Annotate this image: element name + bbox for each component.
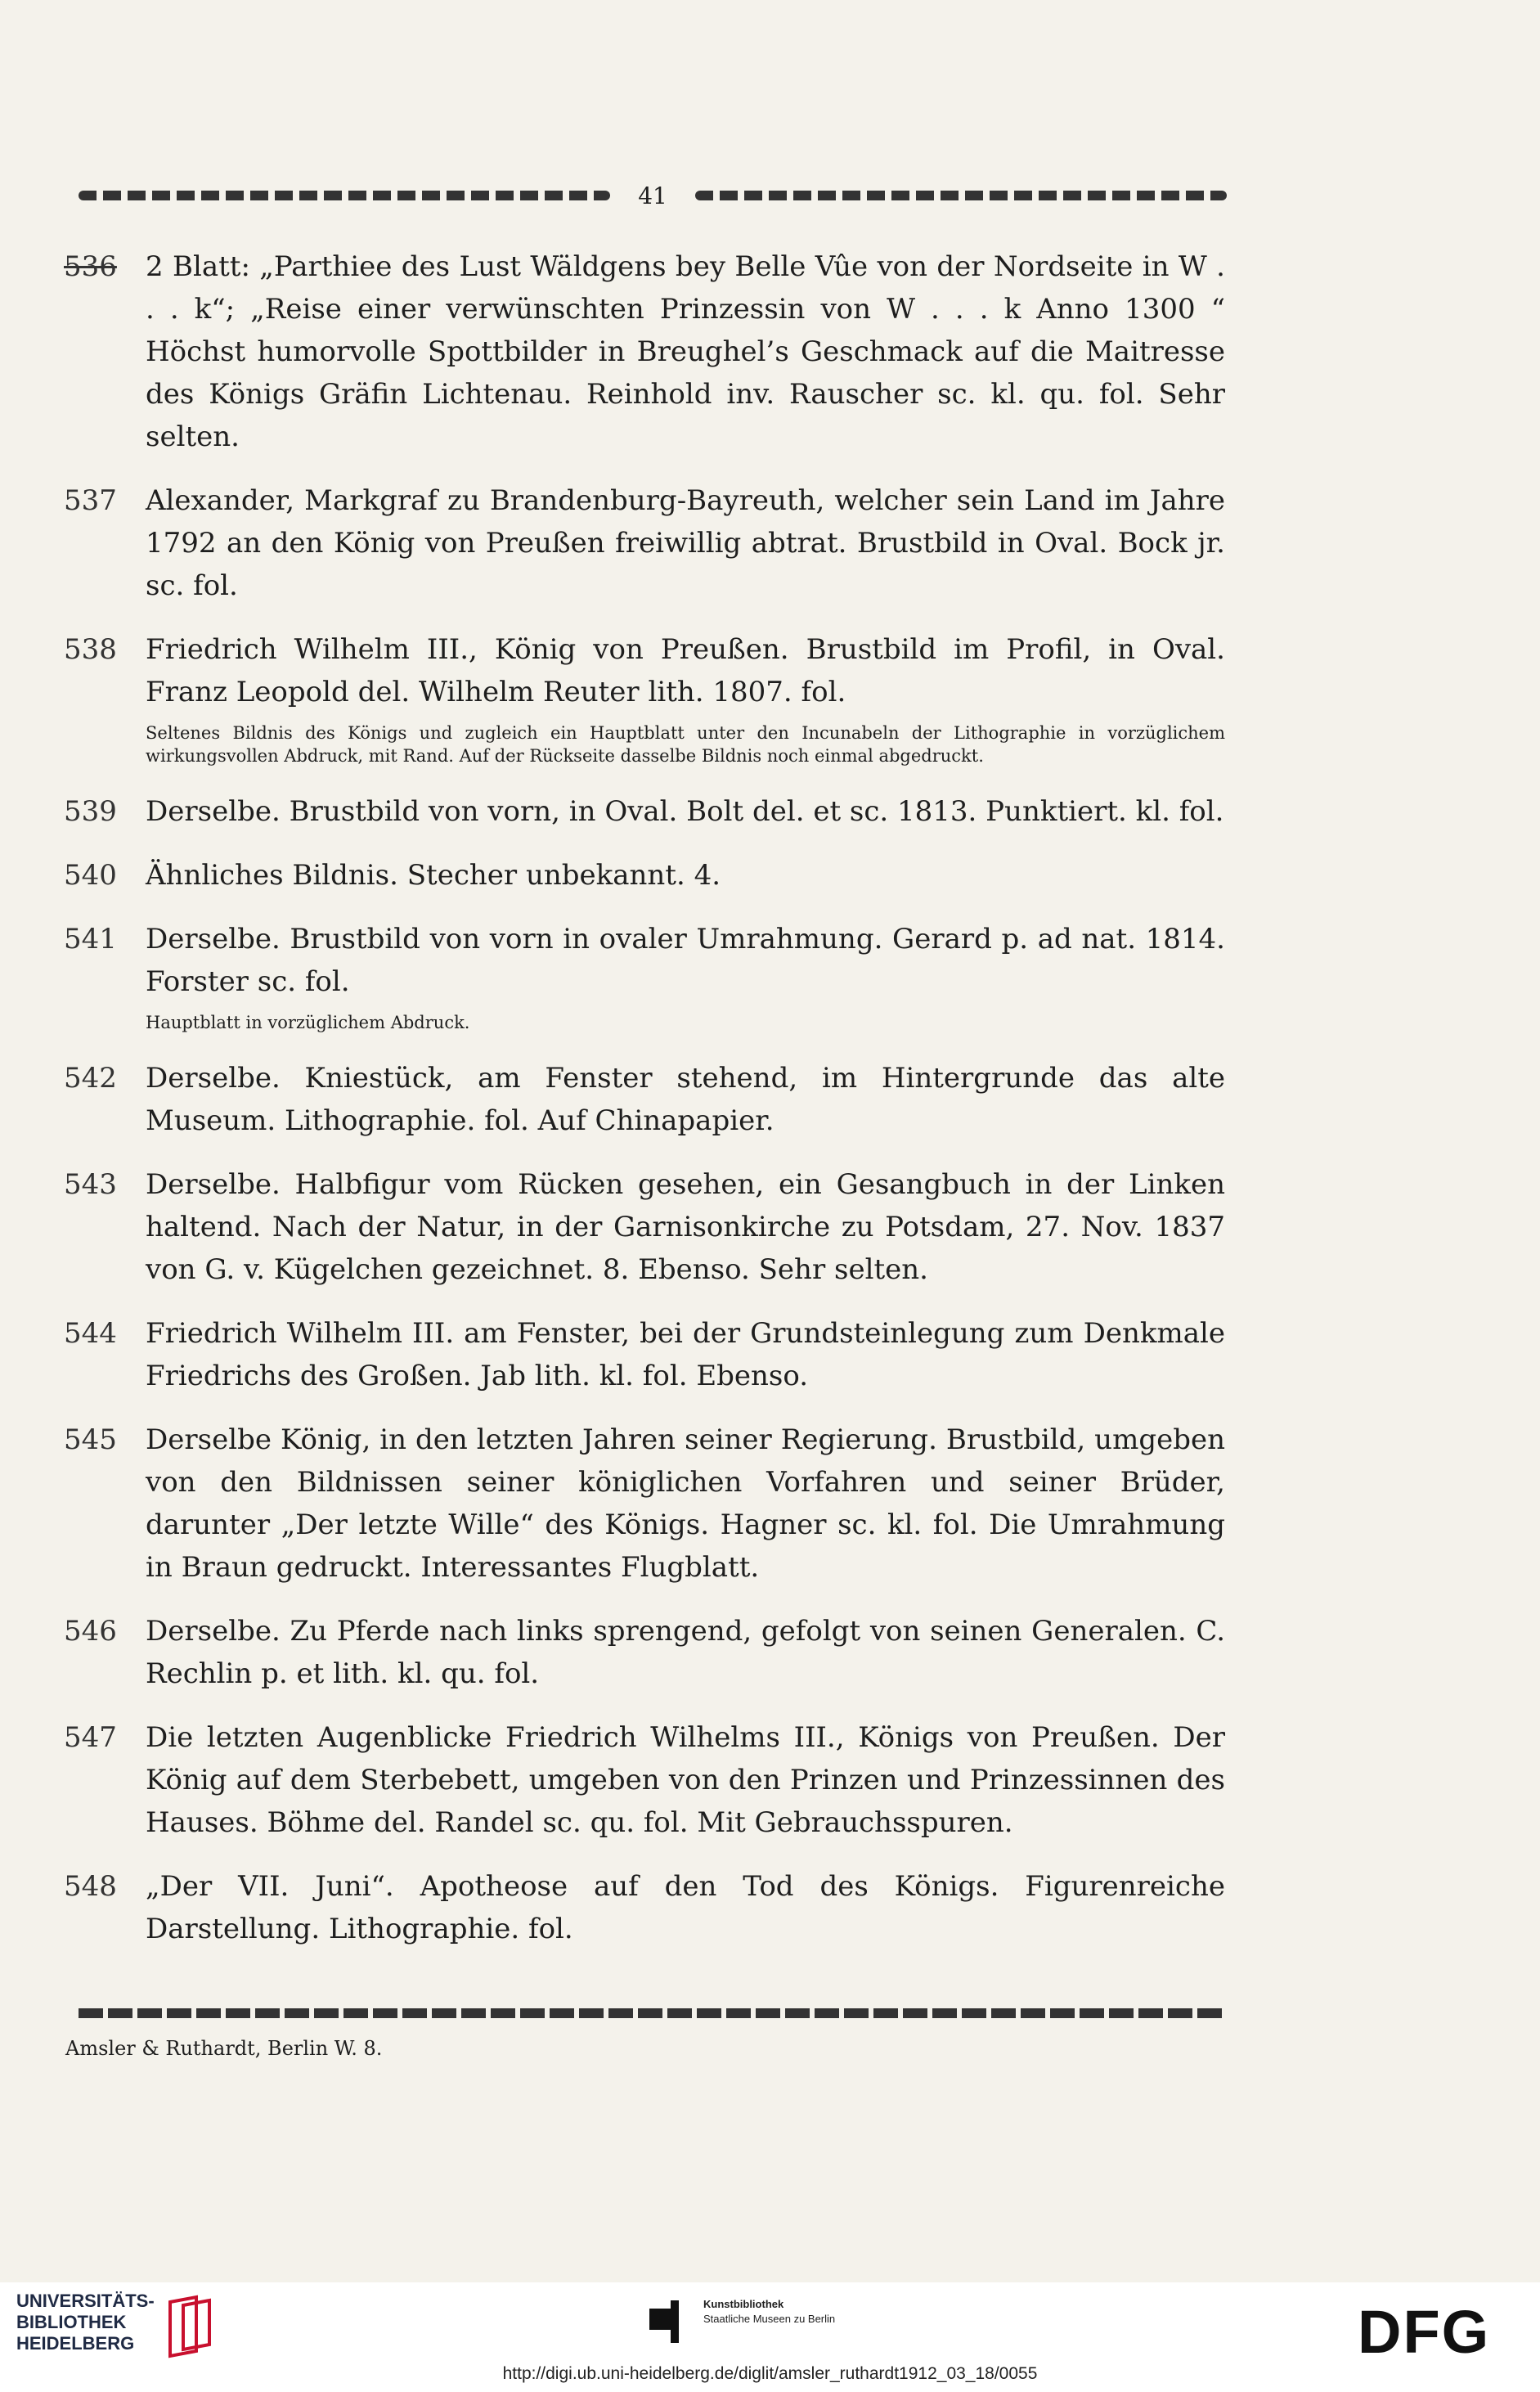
entry-text: Die letzten Augenblicke Friedrich Wilhelms III., Königs von Preußen. Der König auf dem Sterbebett, umgeben von den Prinzen und Prinzessinnen des Hauses. Böhme del. Randel sc. qu. fol. Mit Gebrauchsspuren. (146, 1721, 1225, 1839)
entry-number: 547 (64, 1721, 117, 1754)
ub-logo-line: UNIVERSITÄTS- (16, 2291, 155, 2311)
dfg-logo[interactable]: DFG (1358, 2298, 1491, 2366)
kb-title: Kunstbibliothek (703, 2298, 784, 2310)
catalogue-entry (64, 245, 1225, 458)
digitization-footer-bar (0, 2282, 1540, 2392)
kb-subtitle: Staatliche Museen zu Berlin (703, 2313, 836, 2325)
entry-number: 548 (64, 1870, 117, 1903)
catalogue-entry (64, 479, 1225, 607)
entry-number: 536 (64, 250, 117, 283)
entry-text: Derselbe König, in den letzten Jahren seiner Regierung. Brustbild, umgeben von den Bildnissen seiner königlichen Vorfahren und seiner Brüder, darunter „Der letzte Wille“ des Königs. Hagner sc. kl. fol. Die Umrahmung in Braun gedruckt. Interessantes Flugblatt. (146, 1423, 1225, 1584)
entry-text: Derselbe. Zu Pferde nach links sprengend, gefolgt von seinen Generalen. C. Rechlin p. et lith. kl. qu. fol. (146, 1615, 1225, 1690)
entry-text: Friedrich Wilhelm III. am Fenster, bei der Grundsteinlegung zum Denkmale Friedrichs des Großen. Jab lith. kl. fol. Ebenso. (146, 1317, 1225, 1392)
entry-number: 540 (64, 859, 117, 892)
ub-logo-line: HEIDELBERG (16, 2333, 135, 2354)
ub-heidelberg-logo[interactable] (16, 2291, 213, 2364)
ub-mark-icon (164, 2294, 216, 2359)
catalogue-entry (64, 1312, 1225, 1397)
catalogue-entry (64, 1610, 1225, 1695)
entry-number: 544 (64, 1317, 117, 1350)
kunstbibliothek-mark-icon (646, 2297, 695, 2346)
entry-text: Derselbe. Brustbild von vorn, in Oval. Bolt del. et sc. 1813. Punktiert. kl. fol. (146, 795, 1224, 828)
publisher-imprint: Amsler & Ruthardt, Berlin W. 8. (65, 2037, 383, 2060)
entry-number: 545 (64, 1423, 117, 1456)
catalogue-entry (64, 854, 1225, 897)
footer-ornament (79, 2008, 1227, 2018)
entry-note: Seltenes Bildnis des Königs und zugleich ein Hauptblatt unter den Incunabeln der Lithographie in vorzüglichem wirkungsvollen Abdruck, mit Rand. Auf der Rückseite dasselbe Bildnis noch einmal abgedruckt. (146, 723, 1225, 766)
entry-text: 2 Blatt: „Parthiee des Lust Wäldgens bey Belle Vûe von der Nordseite in W . . . k“; „Reise einer verwünschten Prinzessin von W . . . k Anno 1300 “ Höchst humorvolle Spottbilder in Breughel’s Geschmack auf die Maitresse des Königs Gräfin Lichtenau. Reinhold inv. Rauscher sc. kl. qu. fol. Sehr selten. (146, 250, 1225, 453)
entry-text: Friedrich Wilhelm III., König von Preußen. Brustbild im Profil, in Oval. Franz Leopold del. Wilhelm Reuter lith. 1807. fol. (146, 633, 1225, 708)
catalogue-entry (64, 1716, 1225, 1844)
entry-number: 538 (64, 633, 117, 666)
entry-number: 541 (64, 923, 117, 955)
kunstbibliothek-logo[interactable] (646, 2291, 891, 2356)
page-number: 41 (638, 182, 667, 209)
permalink-url[interactable]: http://digi.ub.uni-heidelberg.de/diglit/amsler_ruthardt1912_03_18/0055 (502, 2364, 1038, 2383)
catalogue-entry (64, 790, 1225, 833)
entry-number: 539 (64, 795, 117, 828)
entry-text: Ähnliches Bildnis. Stecher unbekannt. 4. (146, 859, 721, 892)
entry-text: Alexander, Markgraf zu Brandenburg-Bayreuth, welcher sein Land im Jahre 1792 an den König von Preußen freiwillig abtrat. Brustbild in Oval. Bock jr. sc. fol. (146, 484, 1225, 602)
catalogue-entries (64, 245, 1225, 1972)
catalogue-entry (64, 1057, 1225, 1142)
header-ornament (79, 182, 1227, 209)
ornament-right (695, 191, 1227, 200)
entry-text: Derselbe. Brustbild von vorn in ovaler Umrahmung. Gerard p. ad nat. 1814. Forster sc. fol. (146, 923, 1225, 998)
ub-logo-line: BIBLIOTHEK (16, 2312, 127, 2332)
catalogue-entry (64, 1163, 1225, 1291)
entry-number: 542 (64, 1062, 117, 1095)
catalogue-entry (64, 1865, 1225, 1950)
catalogue-entry (64, 628, 1225, 769)
entry-text: Derselbe. Halbfigur vom Rücken gesehen, ein Gesangbuch in der Linken haltend. Nach der Natur, in der Garnisonkirche zu Potsdam, 27. Nov. 1837 von G. v. Kügelchen gezeichnet. 8. Ebenso. Sehr selten. (146, 1168, 1225, 1286)
ornament-left (79, 191, 610, 200)
catalogue-entry (64, 918, 1225, 1036)
entry-number: 537 (64, 484, 117, 517)
entry-text: Derselbe. Kniestück, am Fenster stehend, im Hintergrunde das alte Museum. Lithographie. fol. Auf Chinapapier. (146, 1062, 1225, 1137)
entry-number: 543 (64, 1168, 117, 1201)
entry-number: 546 (64, 1615, 117, 1648)
entry-text: „Der VII. Juni“. Apotheose auf den Tod des Königs. Figurenreiche Darstellung. Lithographie. fol. (146, 1870, 1225, 1945)
entry-note: Hauptblatt in vorzüglichem Abdruck. (146, 1013, 470, 1032)
catalogue-entry (64, 1419, 1225, 1589)
